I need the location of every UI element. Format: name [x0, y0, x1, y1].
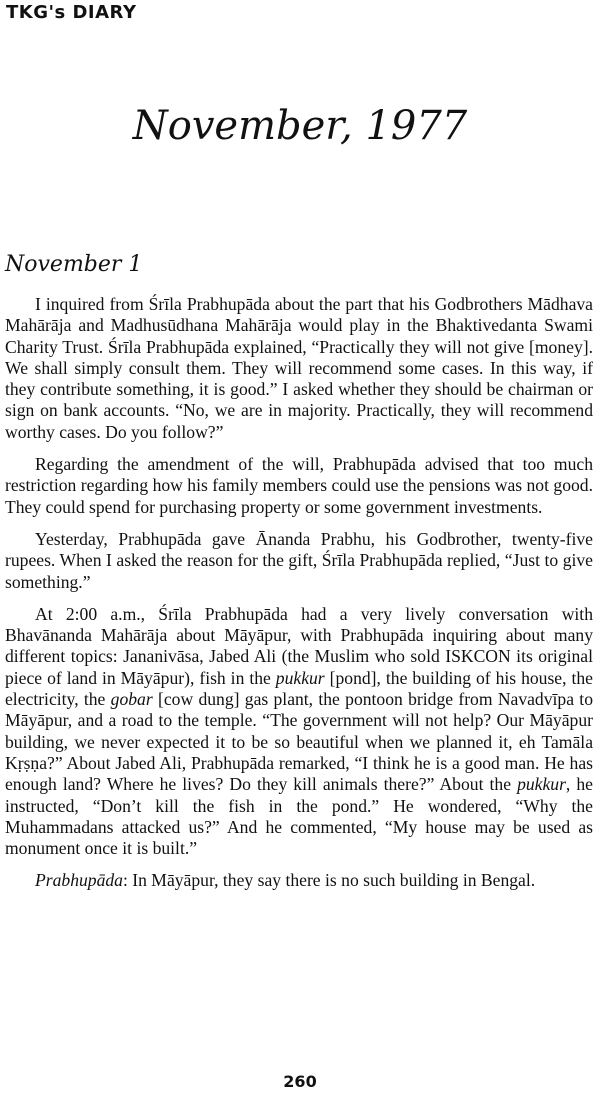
speaker-name: Prabhupāda: [35, 870, 123, 891]
page-number: 260: [283, 1072, 317, 1091]
running-head: TKG's DIARY: [6, 2, 137, 23]
text-run: Regarding the amendment of the will, Prabhupāda advised that too much restriction regarding how his family members could use the pensions was not good. They could spend for purchasing property or some government investments.: [5, 454, 593, 517]
italic-term: pukkur: [517, 774, 566, 795]
paragraph: [5, 870, 593, 891]
italic-term: gobar: [110, 689, 153, 710]
diary-body: [5, 294, 593, 903]
text-run: , he instructed, “Don’t kill the fish in the pond.” He wondered, “Why the Muhammadans attacked us?” And he commented, “My house may be used as monument once it is built.”: [5, 774, 593, 859]
paragraph: [5, 604, 593, 860]
date-heading: November 1: [5, 252, 143, 277]
italic-term: pukkur: [275, 667, 325, 688]
paragraph: [5, 529, 593, 593]
text-run: At 2:00 a.m., Śrīla Prabhupāda had a very lively conversation with Bhavānanda Mahārāja about Māyāpur, with Prabhupāda inquiring about many different topics: Jananivāsa, Jabed Ali (the Muslim who sold ISKCON its original piece of land in Māyāpur), fish in the: [5, 603, 593, 688]
text-run: I inquired from Śrīla Prabhupāda about the part that his Godbrothers Mādhava Mahārāja and Madhusūdhana Mahārāja would play in the Bhaktivedanta Swami Charity Trust. Śrīla Prabhupāda explained, “Practically they will not give [money]. We shall simply consult them. They will recommend some cases. In this way, if they contribute something, it is good.” I asked whether they should be chairman or sign on bank accounts. “No, we are in majority. Practically, they will recommend worthy cases. Do you follow?”: [5, 294, 593, 442]
text-run: [cow dung] gas plant, the pontoon bridge from Navadvīpa to Māyāpur, and a road to the temple. “The government will not help? Our Māyāpur building, we never expected it to be so beautiful when we planned it, eh Tamāla Kṛṣṇa?” About Jabed Ali, Prabhupāda remarked, “I think he is a good man. He has enough land? Where he lives? Do they kill animals there?” About the: [5, 689, 593, 795]
paragraph: [5, 294, 593, 443]
paragraph: [5, 454, 593, 518]
text-run: [pond], the building of his house, the electricity, the: [5, 667, 593, 710]
text-run: Yesterday, Prabhupāda gave Ānanda Prabhu, his Godbrother, twenty-five rupees. When I asked the reason for the gift, Śrīla Prabhupāda replied, “Just to give something.”: [5, 528, 593, 592]
chapter-title: November, 1977: [132, 103, 468, 149]
text-run: : In Māyāpur, they say there is no such building in Bengal.: [122, 870, 536, 891]
